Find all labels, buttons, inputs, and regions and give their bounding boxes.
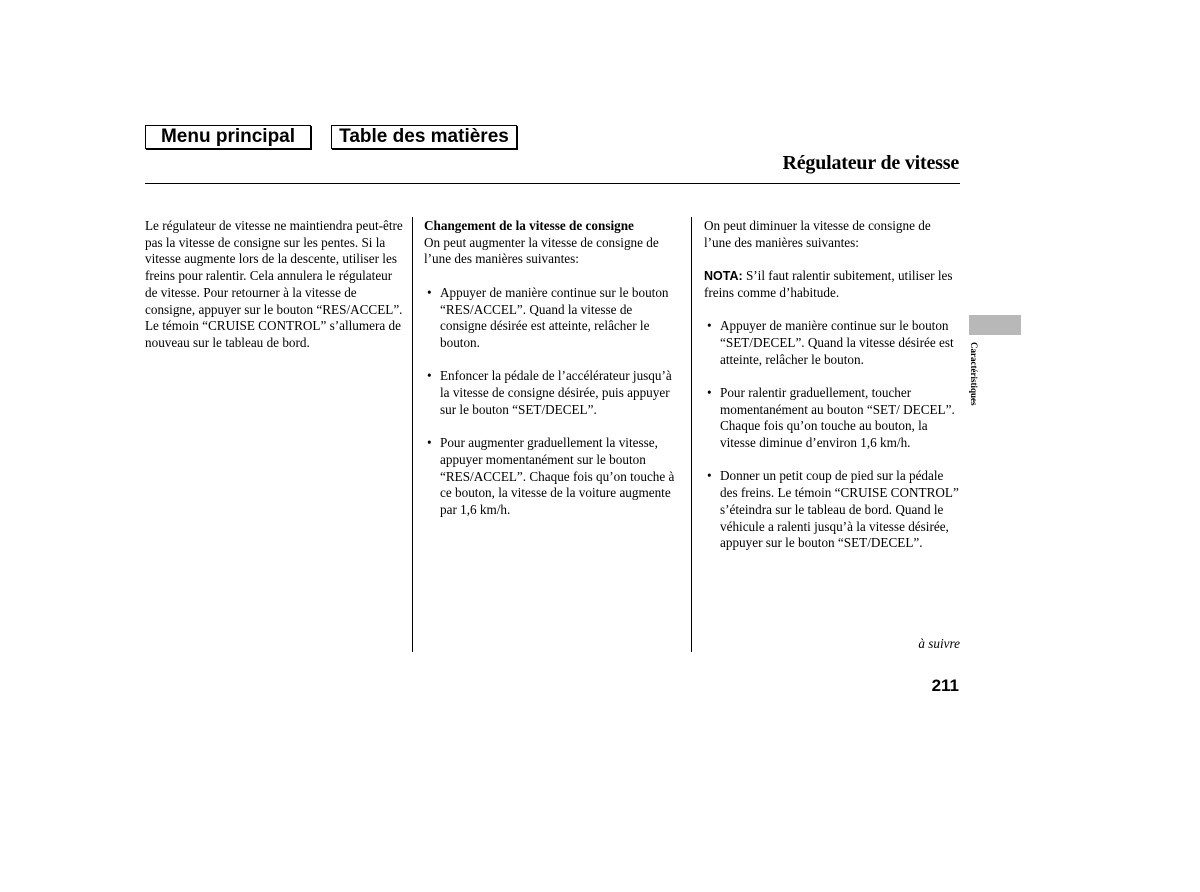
list-item: • Appuyer de manière continue sur le bouton “SET/DECEL”. Quand la vitesse désirée est atteinte, relâcher le bouton. (704, 318, 960, 368)
intro-paragraph: Le régulateur de vitesse ne maintiendra peut-être pas la vitesse de consigne sur les pentes. Si la vitesse augmente lors de la descente, utiliser les freins pour ralentir. Cela annulera le régulateur de vitesse. Pour retourner à la vitesse de consigne, appuyer sur le bouton “RES/ACCEL”. Le témoin “CRUISE CONTROL” s’allumera de nouveau sur le tableau de bord. (145, 218, 403, 350)
list-item: • Pour ralentir graduellement, toucher momentanément au bouton “SET/ DECEL”. Chaque fois qu’on touche au bouton, la vitesse diminue d’environ 1,6 km/h. (704, 385, 960, 452)
page-number: 211 (931, 676, 959, 695)
section-tab-marker (969, 315, 1021, 335)
section-tab-label: Caractéristiques (969, 342, 979, 406)
increase-intro: On peut augmenter la vitesse de consigne de l’une des manières suivantes: (424, 234, 659, 267)
list-item: • Enfoncer la pédale de l’accélérateur jusqu’à la vitesse de consigne désirée, puis appuyer sur le bouton “SET/DECEL”. (424, 368, 682, 418)
increase-methods-list (424, 285, 682, 519)
note-label: NOTA: (704, 269, 743, 284)
column-left (145, 218, 403, 352)
title-divider (145, 183, 960, 184)
column-divider-left (412, 217, 413, 652)
list-item: • Donner un petit coup de pied sur la pédale des freins. Le témoin “CRUISE CONTROL” s’éteindra sur le tableau de bord. Quand le véhicule a ralenti jusqu’à la vitesse désirée, appuyer sur le bouton “SET/DECEL”. (704, 468, 960, 552)
list-item: • Pour augmenter graduellement la vitesse, appuyer momentanément sur le bouton “RES/ACCEL”. Chaque fois qu’on touche à ce bouton, la vitesse de la voiture augmente par 1,6 km/h. (424, 435, 682, 519)
note-text: S’il faut ralentir subitement, utiliser les freins comme d’habitude. (704, 268, 953, 300)
table-of-contents-button[interactable]: Table des matières (331, 125, 517, 149)
decrease-intro: On peut diminuer la vitesse de consigne de l’une des manières suivantes: (704, 218, 931, 250)
continued-label: à suivre (918, 636, 960, 651)
column-middle (424, 218, 682, 519)
decrease-methods-list (704, 318, 960, 552)
main-menu-button[interactable]: Menu principal (145, 125, 311, 149)
column-right (704, 218, 960, 552)
column-divider-right (691, 217, 692, 652)
page-title: Régulateur de vitesse (782, 152, 959, 174)
section-heading: Changement de la vitesse de consigne (424, 218, 634, 233)
note (704, 268, 960, 301)
list-item: • Appuyer de manière continue sur le bouton “RES/ACCEL”. Quand la vitesse de consigne désirée est atteinte, relâcher le bouton. (424, 285, 682, 352)
